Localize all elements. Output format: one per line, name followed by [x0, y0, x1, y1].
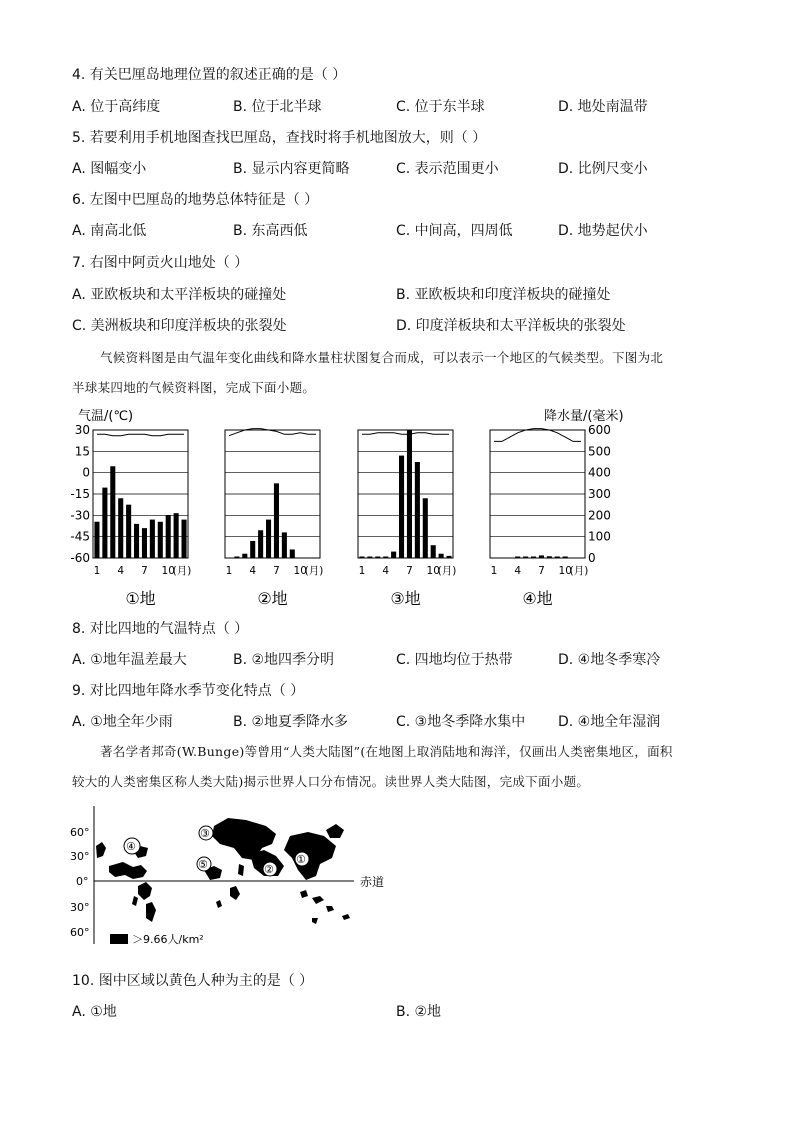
climate-intro [72, 342, 732, 404]
precip-bar [383, 557, 388, 559]
precip-bar [531, 557, 536, 559]
month-tick: 10 [426, 565, 440, 577]
question-5-option-d[interactable]: D. 比例尺变小 [558, 161, 648, 177]
month-tick: 4 [249, 565, 257, 577]
marker-2 [263, 862, 277, 876]
precip-bar [407, 430, 412, 558]
bunge-intro [72, 736, 732, 798]
panel-label: ④地 [522, 589, 553, 608]
precip-bar [555, 557, 560, 559]
precip-bar [274, 483, 279, 558]
precip-tick-0: 600 [588, 423, 611, 437]
precip-bar [134, 524, 139, 558]
precip-bar [258, 530, 263, 558]
question-10-stem: 10. 图中区域以黄色人种为主的是（ ） [72, 973, 314, 989]
precip-bar [282, 532, 287, 558]
climate-panel-1 [93, 430, 191, 608]
question-9-stem: 9. 对比四地年降水季节变化特点（ ） [72, 683, 305, 699]
east-asia-region [284, 824, 344, 880]
precip-bar [523, 557, 528, 559]
marker-5 [197, 857, 211, 871]
marker-4-label: ④ [126, 840, 136, 853]
precip-bar [110, 466, 115, 558]
temp-tick-3: -15 [70, 487, 90, 501]
marker-3-label: ③ [200, 827, 210, 840]
question-4-option-d[interactable]: D. 地处南温带 [558, 99, 648, 115]
precip-bar [290, 549, 295, 558]
lat-label-0: 0° [76, 875, 89, 888]
question-8-option-d[interactable]: D. ④地冬季寒冷 [558, 652, 661, 668]
question-8-option-a[interactable]: A. ①地年温差最大 [72, 652, 187, 668]
question-6-option-a[interactable]: A. 南高北低 [72, 223, 147, 239]
question-7-option-b[interactable]: B. 亚欧板块和印度洋板块的碰撞处 [396, 287, 611, 303]
question-6-option-c[interactable]: C. 中间高，四周低 [396, 223, 513, 239]
question-5-option-c[interactable]: C. 表示范围更小 [396, 161, 499, 177]
precip-bar [266, 520, 271, 558]
month-tick: 4 [382, 565, 390, 577]
precip-bar [102, 488, 107, 558]
precip-bar [142, 528, 147, 558]
temp-tick-4: -30 [70, 508, 90, 523]
question-6-option-d[interactable]: D. 地势起伏小 [558, 223, 648, 239]
human-continent-map [64, 806, 385, 956]
marker-1 [295, 852, 309, 866]
question-7-option-a[interactable]: A. 亚欧板块和太平洋板块的碰撞处 [72, 287, 287, 303]
question-4-option-b[interactable]: B. 位于北半球 [233, 99, 322, 115]
question-9-option-c[interactable]: C. ③地冬季降水集中 [396, 714, 526, 730]
question-5-option-b[interactable]: B. 显示内容更简略 [233, 161, 350, 177]
africa-region [204, 864, 244, 908]
month-tick: 1 [225, 565, 233, 577]
precip-bar [439, 554, 444, 558]
precip-bar [515, 557, 520, 559]
precip-tick-4: 200 [588, 508, 611, 523]
precip-bar [423, 498, 428, 558]
question-9-option-d[interactable]: D. ④地全年湿润 [558, 714, 661, 730]
question-5-option-a[interactable]: A. 图幅变小 [72, 161, 147, 177]
lat-label-30n: 30° [70, 850, 90, 863]
temperature-line [97, 434, 184, 435]
question-8-option-c[interactable]: C. 四地均位于热带 [396, 652, 513, 668]
bunge-intro-line-1: 著名学者邦奇(W.Bunge)等曾用“人类大陆图”(在地图上取消陆地和海洋，仅画出人类密集地区，面积 [100, 744, 673, 759]
temp-tick-6: -60 [70, 551, 90, 565]
question-4-option-c[interactable]: C. 位于东半球 [396, 99, 485, 115]
panel-label: ①地 [125, 589, 156, 608]
precip-bar [391, 552, 396, 558]
month-tick: 10 [161, 565, 175, 577]
month-tick: (月) [437, 565, 457, 577]
precip-bar [250, 541, 255, 558]
precip-tick-3: 300 [588, 487, 611, 501]
lat-label-60n: 60° [70, 826, 90, 839]
precip-bar [150, 520, 155, 558]
question-5-stem: 5. 若要利用手机地图查找巴厘岛，查找时将手机地图放大，则（ ） [72, 130, 487, 146]
precip-bar [415, 462, 420, 558]
question-4-stem: 4. 有关巴厘岛地理位置的叙述正确的是（ ） [72, 67, 347, 83]
question-10-option-a[interactable]: A. ①地 [72, 1004, 117, 1020]
month-tick: 1 [358, 565, 366, 577]
legend-swatch [110, 934, 128, 944]
month-tick: 10 [293, 565, 307, 577]
panel-label: ②地 [257, 589, 288, 608]
climate-intro-line-1: 气候资料图是由气温年变化曲线和降水量柱状图复合而成，可以表示一个地区的气候类型。下图为北 [100, 350, 664, 365]
climate-panel-4 [490, 429, 588, 608]
precip-bar [431, 545, 436, 558]
precip-bar [234, 557, 239, 559]
precip-bar [539, 555, 544, 558]
precip-axis-title: 降水量/(毫米) [544, 409, 624, 424]
marker-4 [124, 838, 140, 854]
precip-bar [563, 557, 568, 559]
precip-bar [359, 557, 364, 559]
precip-bar [118, 498, 123, 558]
question-10-option-b[interactable]: B. ②地 [396, 1004, 442, 1020]
temp-axis-title: 气温/(℃) [78, 409, 134, 424]
precip-bar [367, 557, 372, 559]
temp-tick-2: 0 [82, 465, 90, 480]
question-6-stem: 6. 左图中巴厘岛的地势总体特征是（ ） [72, 192, 319, 208]
month-tick: 10 [558, 565, 572, 577]
month-tick: 7 [538, 565, 545, 577]
southeast-asia-region [300, 890, 350, 924]
precip-bar [399, 456, 404, 558]
climate-panel-3 [358, 430, 456, 608]
question-8-option-b[interactable]: B. ②地四季分明 [233, 652, 335, 668]
temp-tick-0: 30 [74, 423, 90, 437]
month-tick: (月) [569, 565, 589, 577]
climate-chart [0, 400, 794, 610]
precip-tick-6: 0 [588, 551, 596, 565]
question-7-stem: 7. 右图中阿贡火山地处（ ） [72, 255, 249, 271]
lat-label-60s: 60° [70, 926, 90, 939]
precip-bar [182, 520, 187, 558]
bunge-intro-line-2: 较大的人类密集区称人类大陆)揭示世界人口分布情况。读世界人类大陆图，完成下面小题。 [72, 774, 590, 789]
month-tick: 1 [93, 565, 101, 577]
precip-bar [94, 522, 99, 558]
marker-3 [199, 826, 213, 840]
question-9-option-a[interactable]: A. ①地全年少雨 [72, 714, 173, 730]
marker-1-label: ① [296, 853, 306, 866]
precip-tick-1: 500 [588, 444, 611, 459]
month-tick: 4 [514, 565, 522, 577]
question-8-stem: 8. 对比四地的气温特点（ ） [72, 621, 249, 637]
question-7-option-c[interactable]: C. 美洲板块和印度洋板块的张裂处 [72, 318, 287, 334]
equator-label: 赤道 [360, 875, 385, 889]
lat-label-30s: 30° [70, 901, 90, 914]
precip-tick-5: 100 [588, 529, 611, 544]
precip-bar [242, 554, 247, 558]
month-tick: (月) [172, 565, 192, 577]
precip-bar [174, 513, 179, 558]
marker-5-label: ⑤ [198, 858, 208, 871]
question-7-option-d[interactable]: D. 印度洋板块和太平洋板块的张裂处 [396, 318, 626, 334]
month-tick: 7 [406, 565, 413, 577]
question-9-option-b[interactable]: B. ②地夏季降水多 [233, 714, 349, 730]
climate-intro-line-2: 半球某四地的气候资料图，完成下面小题。 [72, 380, 316, 395]
precip-bar [126, 505, 131, 558]
month-tick: (月) [304, 565, 324, 577]
legend-text: ＞9.66人/km² [132, 933, 204, 946]
month-tick: 7 [273, 565, 280, 577]
temperature-line [494, 429, 581, 442]
month-tick: 1 [490, 565, 498, 577]
marker-2-label: ② [264, 863, 274, 876]
precip-bar [158, 522, 163, 558]
precip-tick-2: 400 [588, 465, 611, 480]
month-tick: 4 [117, 565, 125, 577]
question-6-option-b[interactable]: B. 东高西低 [233, 223, 308, 239]
temp-tick-1: 15 [74, 444, 90, 459]
precip-bar [166, 515, 171, 558]
south-america-region [132, 882, 156, 922]
precip-bar [447, 556, 452, 558]
question-4-option-a[interactable]: A. 位于高纬度 [72, 99, 161, 115]
panel-label: ③地 [390, 589, 421, 608]
temperature-line [362, 433, 449, 435]
temp-tick-5: -45 [70, 529, 90, 544]
precip-bar [547, 556, 552, 558]
precip-bar [375, 557, 380, 559]
climate-panel-2 [225, 429, 323, 608]
month-tick: 7 [141, 565, 148, 577]
